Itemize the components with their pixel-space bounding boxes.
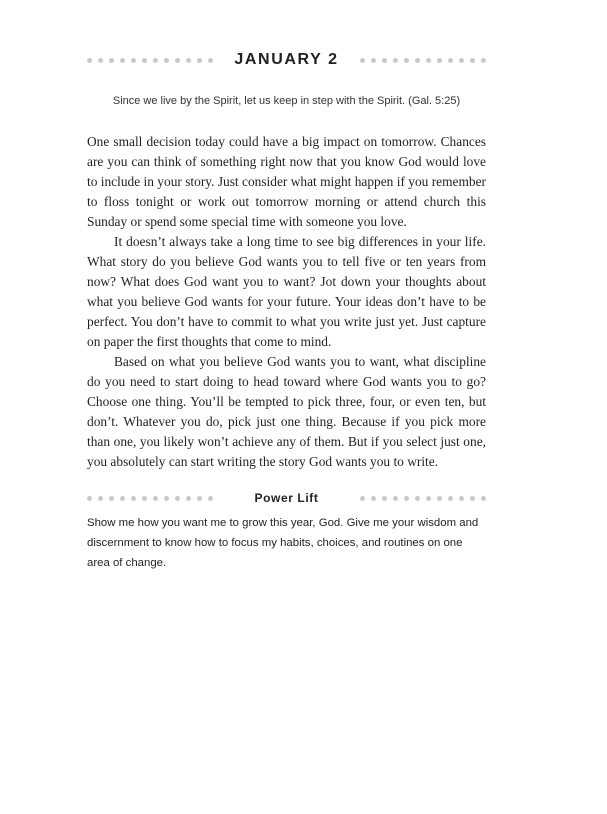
dot: [197, 496, 202, 501]
dot: [131, 58, 136, 63]
lift-dots-right: [360, 496, 486, 501]
power-lift-title: Power Lift: [254, 491, 319, 505]
dot: [109, 58, 114, 63]
dot: [164, 58, 169, 63]
dot: [382, 58, 387, 63]
dot: [404, 496, 409, 501]
dot: [360, 58, 365, 63]
dot: [98, 58, 103, 63]
day-heading: [87, 50, 486, 70]
dot: [459, 496, 464, 501]
dot: [131, 496, 136, 501]
dot: [470, 496, 475, 501]
page-title: JANUARY 2: [234, 51, 339, 68]
dot: [371, 496, 376, 501]
dot: [175, 58, 180, 63]
dot: [470, 58, 475, 63]
dot: [437, 496, 442, 501]
dot: [186, 496, 191, 501]
dot: [415, 58, 420, 63]
dot: [415, 496, 420, 501]
heading-dots-left: [87, 58, 219, 63]
dot: [153, 58, 158, 63]
lift-dots-left: [87, 496, 213, 501]
dot: [371, 58, 376, 63]
scripture-verse: Since we live by the Spirit, let us keep in step with the Spirit. (Gal. 5:25): [112, 95, 461, 107]
dot: [109, 496, 114, 501]
power-lift-heading: [87, 490, 486, 506]
body-paragraph: Based on what you believe God wants you to want, what discipline do you need to start doing to head toward where God wants you to go? Choose one thing. You’ll be tempted to pick three, four, or even ten, but don’t. Whatever you do, pick just one thing. Because if you pick more than one, you likely won’t achieve any of them. But if you select just one, you absolutely can start writing the story God wants you to write.: [87, 354, 486, 469]
dot: [426, 496, 431, 501]
power-lift-prayer: Show me how you want me to grow this year, God. Give me your wisdom and discernment to know how to focus my habits, choices, and routines on one area of change.: [87, 517, 479, 569]
dot: [426, 58, 431, 63]
dot: [481, 496, 486, 501]
dot: [459, 58, 464, 63]
dot: [120, 58, 125, 63]
heading-dots-right: [354, 58, 486, 63]
dot: [197, 58, 202, 63]
dot: [186, 58, 191, 63]
body-paragraph: One small decision today could have a big impact on tomorrow. Chances are you can think of something right now that you know God would love to include in your story. Just consider what might happen if you remember to floss tonight or work out tomorrow morning or attend church this Sunday or spend some special time with someone you love.: [87, 134, 486, 229]
dot: [448, 58, 453, 63]
dot: [481, 58, 486, 63]
body-paragraph: It doesn’t always take a long time to see big differences in your life. What story do you believe God wants you to tell five or ten years from now? What does God want you to want? Jot down your thoughts about what you believe God wants for your future. Your ideas don’t have to be perfect. You don’t have to commit to what you write just yet. Just capture on paper the first thoughts that come to mind.: [87, 234, 486, 349]
dot: [208, 58, 213, 63]
dot: [404, 58, 409, 63]
dot: [120, 496, 125, 501]
dot: [87, 496, 92, 501]
dot: [164, 496, 169, 501]
dot: [437, 58, 442, 63]
dot: [142, 496, 147, 501]
dot: [360, 496, 365, 501]
dot: [393, 496, 398, 501]
dot: [87, 58, 92, 63]
devotional-body: [87, 132, 486, 472]
dot: [448, 496, 453, 501]
dot: [142, 58, 147, 63]
dot: [393, 58, 398, 63]
dot: [175, 496, 180, 501]
dot: [98, 496, 103, 501]
dot: [153, 496, 158, 501]
dot: [382, 496, 387, 501]
